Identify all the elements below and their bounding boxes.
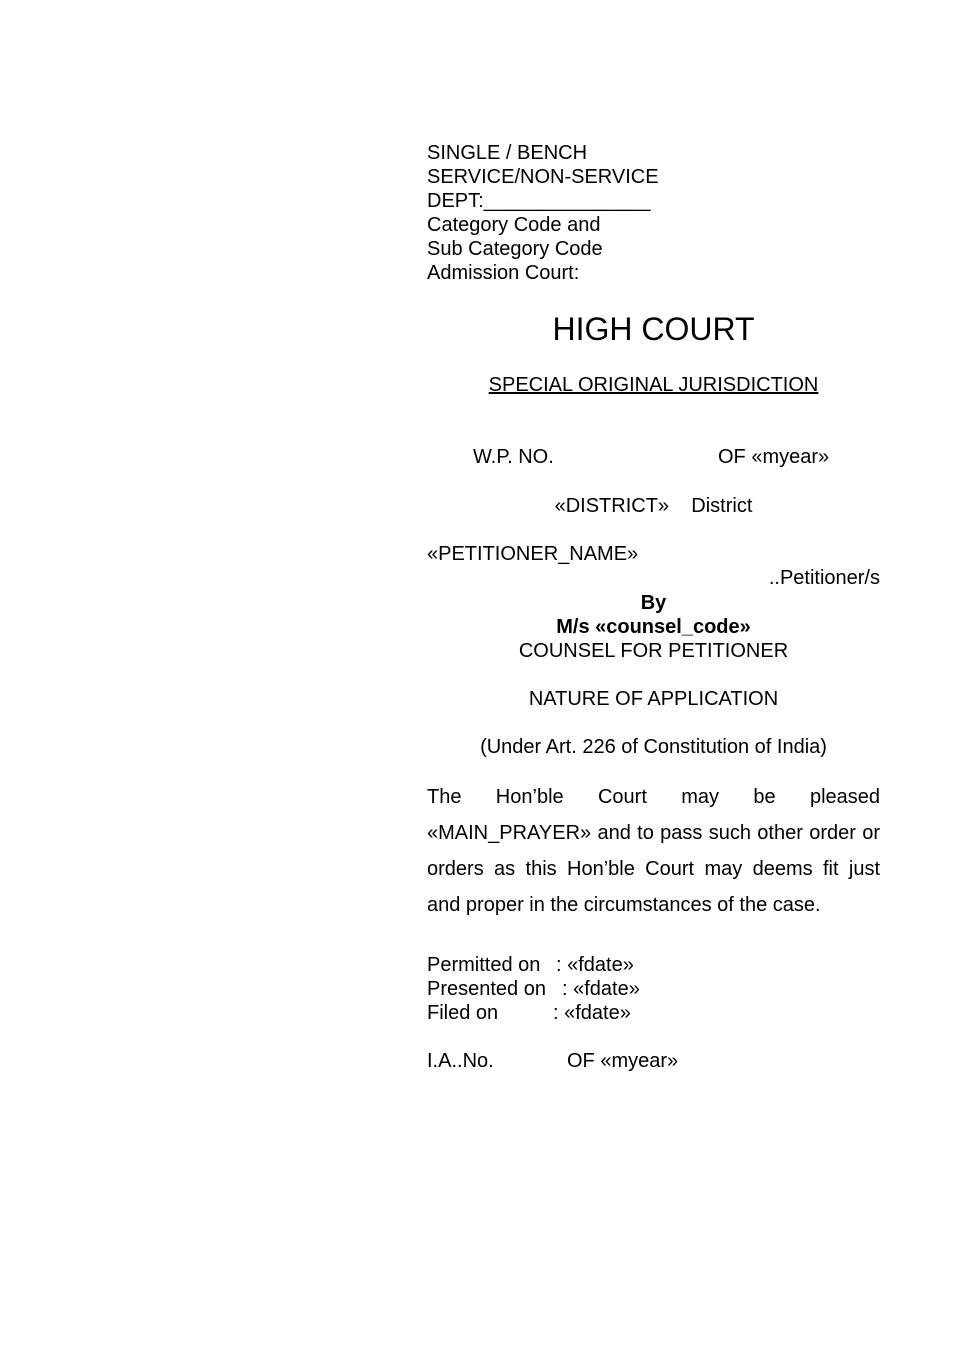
permitted-on-label: Permitted on [427,954,541,976]
petitioner-name: «PETITIONER_NAME» [427,543,639,565]
bench-line: SINGLE / BENCH [427,142,588,164]
case-header-block [427,141,880,285]
presented-on-value: : «fdate» [562,978,640,1000]
filed-on-label: Filed on [427,1002,499,1024]
ia-number-label: I.A..No. [427,1050,494,1072]
wp-year: OF «myear» [718,446,830,468]
ia-year: OF «myear» [567,1050,679,1072]
under-article-line: (Under Art. 226 of Constitution of India) [480,736,827,758]
dates-block [427,953,880,1025]
sub-category-code-line: Sub Category Code [427,238,603,260]
filed-on-row [427,1001,880,1025]
service-line: SERVICE/NON-SERVICE [427,166,659,188]
petitioner-role: ..Petitioner/s [768,567,880,589]
permitted-on-value: : «fdate» [556,954,634,976]
permitted-on-row [427,953,880,977]
jurisdiction-text: SPECIAL ORIGINAL JURISDICTION [488,374,819,396]
ia-number-row [427,1049,880,1073]
court-title: HIGH COURT [552,311,755,347]
prayer-paragraph: The Hon’ble Court may be pleased «MAIN_PRAYER» and to pass such other order or orders as this Hon’ble Court may deems fit just and proper in the circumstances of the case. [427,786,880,916]
category-code-line: Category Code and [427,214,601,236]
wp-number-label: W.P. NO. [473,446,554,468]
dept-line: DEPT:_______________ [427,190,651,212]
writ-petition-number-row [427,445,880,469]
nature-of-application-heading: NATURE OF APPLICATION [528,688,779,710]
admission-court-line: Admission Court: [427,262,580,284]
counsel-role: COUNSEL FOR PETITIONER [518,640,789,662]
presented-on-label: Presented on [427,978,546,1000]
filed-on-value: : «fdate» [553,1002,631,1024]
district-line: «DISTRICT» District [554,495,753,517]
jurisdiction-heading [427,373,880,397]
presented-on-row [427,977,880,1001]
counsel-block [427,591,880,663]
counsel-name: M/s «counsel_code» [556,616,751,638]
counsel-by: By [640,592,667,614]
